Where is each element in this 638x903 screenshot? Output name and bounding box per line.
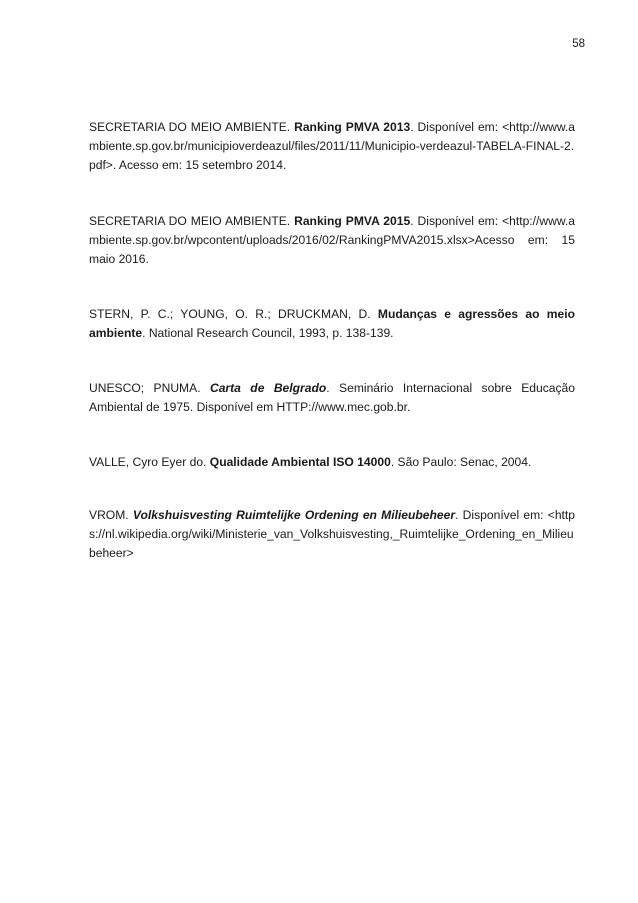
reference-details: . Disponível em: [410, 120, 503, 134]
reference-list [89, 118, 575, 563]
reference-title: Ranking PMVA 2015 [294, 214, 411, 228]
reference-title: Ranking PMVA 2013 [294, 120, 411, 134]
reference-item [89, 379, 575, 417]
reference-details: . Disponível em: [455, 508, 548, 522]
reference-details: . National Research Council, 1993, p. 138-139. [142, 326, 394, 340]
reference-authors: VALLE, Cyro Eyer do. [89, 455, 210, 469]
reference-access-date: . Acesso em: 15 setembro 2014. [112, 158, 287, 172]
reference-authors: VROM. [89, 508, 133, 522]
reference-item [89, 212, 575, 269]
reference-url: <http://www.ambiente.sp.gov.br/municipioverdeazul/files/2011/11/Municipio-verdeazul-TABELA-FINAL-2.pdf> [89, 120, 575, 172]
reference-authors: STERN, P. C.; YOUNG, O. R.; DRUCKMAN, D. [89, 307, 378, 321]
reference-url: <http://www.ambiente.sp.gov.br/wpcontent/uploads/2016/02/RankingPMVA2015.xlsx> [89, 214, 575, 247]
reference-item [89, 453, 575, 472]
reference-access-date: Acesso em: 15 maio 2016. [89, 233, 575, 266]
reference-details: . São Paulo: Senac, 2004. [390, 455, 532, 469]
reference-details: . Disponível em: [410, 214, 503, 228]
reference-details: . Seminário Internacional sobre Educação Ambiental de 1975. Disponível em HTTP://www.mec.gob.br. [89, 381, 575, 414]
page-number: 58 [572, 38, 585, 50]
reference-authors: SECRETARIA DO MEIO AMBIENTE. [89, 120, 295, 134]
reference-url: <https://nl.wikipedia.org/wiki/Ministerie_van_Volkshuisvesting,_Ruimtelijke_Ordening_en_Milieubeheer> [89, 508, 575, 560]
reference-item [89, 305, 575, 343]
reference-title: Carta de Belgrado [209, 381, 327, 395]
reference-authors: SECRETARIA DO MEIO AMBIENTE. [89, 214, 295, 228]
reference-authors: UNESCO; PNUMA. [89, 381, 210, 395]
reference-title: Qualidade Ambiental ISO 14000 [209, 455, 391, 469]
reference-title: Volkshuisvesting Ruimtelijke Ordening en Milieubeheer [132, 508, 456, 522]
reference-title: Mudanças e agressões ao meio ambiente [89, 307, 575, 340]
reference-item [89, 506, 575, 563]
reference-item [89, 118, 575, 175]
